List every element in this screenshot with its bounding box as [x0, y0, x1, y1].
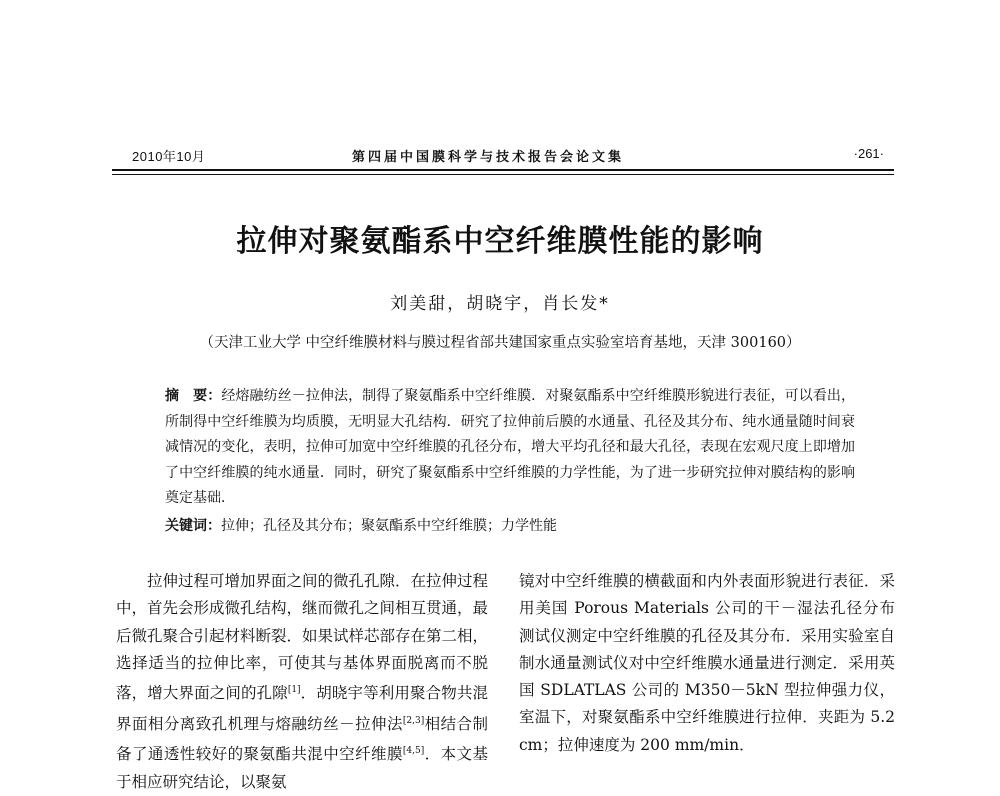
abstract-text: 经熔融纺丝－拉伸法，制得了聚氨酯系中空纤维膜．对聚氨酯系中空纤维膜形貌进行表征，可以看出，所制得中空纤维膜为均质膜，无明显大孔结构．研究了拉伸前后膜的水通量、孔径及其分布、纯水通量随时间衰减情况的变化，表明，拉伸可加宽中空纤维膜的孔径分布，增大平均孔径和最大孔径，表现在宏观尺度上即增加了中空纤维膜的纯水通量．同时，研究了聚氨酯系中空纤维膜的力学性能，为了进一步研究拉伸对膜结构的影响奠定基础．	[165, 388, 856, 506]
body-right-text: 镜对中空纤维膜的横截面和内外表面形貌进行表征．采用美国 Porous Materials 公司的干－湿法孔径分布测试仪测定中空纤维膜的孔径及其分布．采用实验室自制水通量测试仪对中空纤维膜水通量进行测定．采用英国 SDLATLAS 公司的 M350－5kN 型拉伸强力仪，室温下，对聚氨酯系中空纤维膜进行拉伸．夹距为 5.2 cm；拉伸速度为 200 mm/min．	[519, 572, 895, 754]
keywords-label: 关键词：	[165, 517, 221, 533]
citation-ref: [2,3]	[402, 715, 425, 726]
header-rule-thin	[112, 174, 894, 175]
authors: 刘美甜，胡晓宇，肖长发*	[390, 294, 610, 314]
header-rule-thick	[112, 169, 894, 171]
header-journal: 第四届中国膜科学与技术报告会论文集	[352, 150, 625, 165]
body-right-column	[519, 568, 895, 759]
body-left-text-3: 相结合制备了通透性较好的聚氨酯共混中空纤维膜	[116, 714, 488, 764]
keywords	[165, 515, 855, 535]
header-page-number: ·261·	[853, 146, 884, 161]
header-date: 2010年10月	[132, 149, 206, 164]
body-left-column	[116, 568, 488, 796]
abstract-label: 摘 要：	[165, 387, 222, 403]
affiliation: （天津工业大学 中空纤维膜材料与膜过程省部共建国家重点实验室培育基地，天津 300160）	[199, 335, 801, 351]
running-header	[132, 146, 884, 166]
body-left-text-2: ．胡晓宇等利用聚合物共混界面相分离致孔机理与熔融纺丝－拉伸法	[116, 684, 488, 733]
citation-ref: [4,5]	[402, 746, 425, 757]
citation-ref: [1]	[287, 685, 301, 696]
body-left-text-4: ．本文基于相应研究结论，以聚氨	[116, 745, 488, 791]
paper-title: 拉伸对聚氨酯系中空纤维膜性能的影响	[236, 224, 764, 259]
body-left-text-1: 拉伸过程可增加界面之间的微孔孔隙．在拉伸过程中，首先会形成微孔结构，继而微孔之间相互贯通，最后微孔聚合引起材料断裂．如果试样芯部存在第二相，选择适当的拉伸比率，可使其与基体界面脱离而不脱落，增大界面之间的孔隙	[116, 572, 489, 703]
keywords-text: 拉伸；孔径及其分布；聚氨酯系中空纤维膜；力学性能	[221, 518, 557, 534]
abstract	[165, 383, 855, 512]
body-paragraph	[116, 568, 488, 796]
